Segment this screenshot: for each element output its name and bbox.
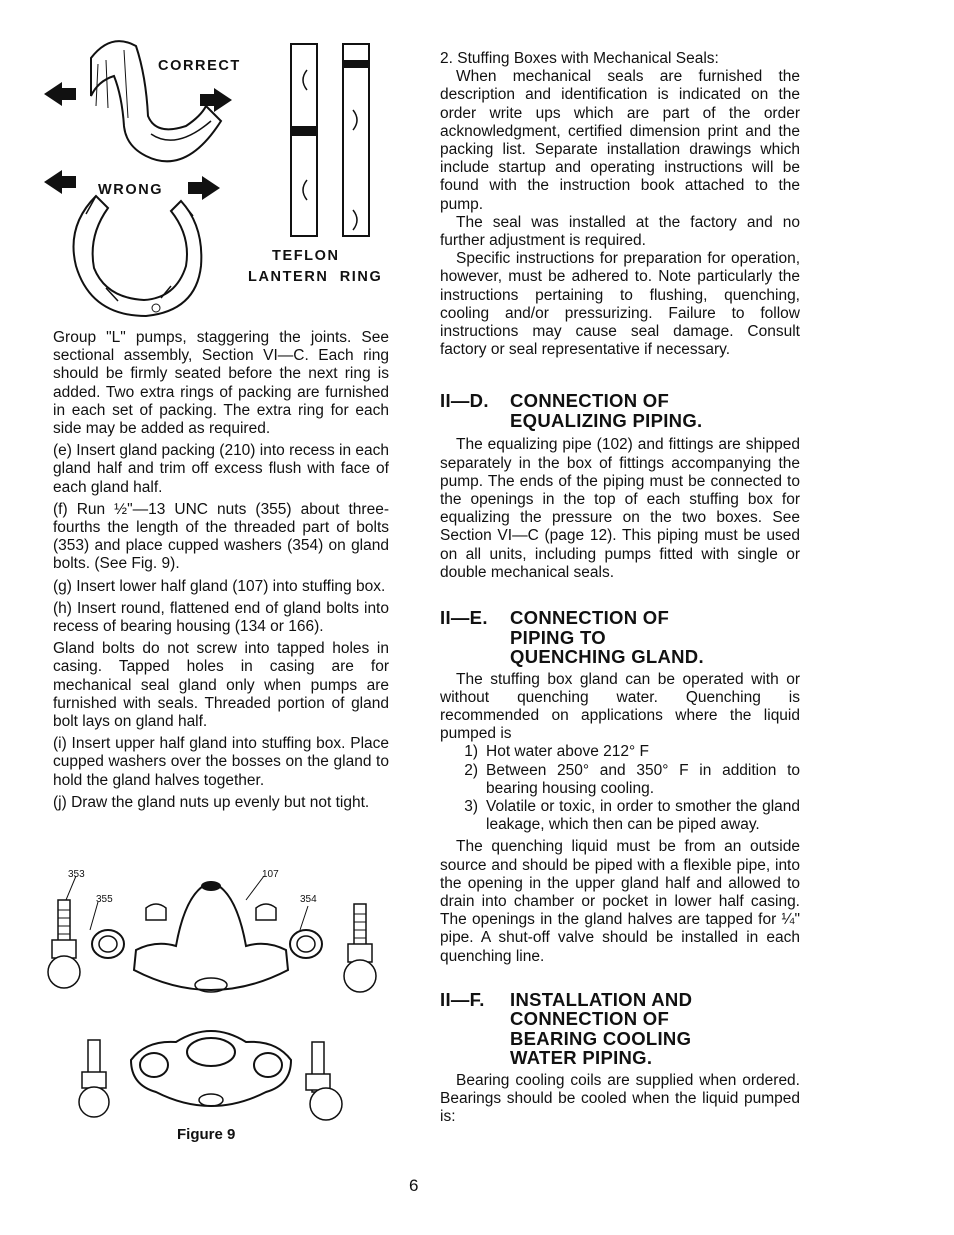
section-title-line: CONNECTION OF xyxy=(510,607,670,629)
list-item: 2) Between 250° and 350° F in addition to bearing housing cooling. xyxy=(464,761,800,797)
section-title-line: WATER PIPING. xyxy=(510,1047,653,1069)
part-label-353: 353 xyxy=(68,869,85,880)
paragraph: The quenching liquid must be from an outside source and should be piped with a flexible pipe, into the opening in the upper gland half and allowed to drain into chamber or pocket in lower half casing. The openings in the gland halves are tapped for ¼" pipe. A shut-off valve should be installed in each quenching line. xyxy=(440,838,800,965)
wrong-ring-drawing xyxy=(74,196,202,316)
section-title-line: CONNECTION OF xyxy=(510,390,670,412)
paragraph: Specific instructions for preparation for operation, however, must be adhered to. Note particularly the instructions pertaining to flushing, quenching, cooling and/or pressurizing. Failure to follow instructions may cause seal damage. Consult factory or seal representative if necessary. xyxy=(440,250,800,359)
paragraph: (i) Insert upper half gland into stuffing box. Place cupped washers over the bosses on the gland to hold the gland halves together. xyxy=(53,735,389,789)
arrow-left-icon xyxy=(44,170,76,194)
paragraph: When mechanical seals are furnished the description and identification is indicated on the order write ups which are part of the order acknowledgment, certified dimension print and the packing list. Separate installation drawings which include startup and operating instructions will be found with the instruction book attached to the pump. xyxy=(440,68,800,213)
paragraph: Bearing cooling coils are supplied when ordered. Bearings should be cooled when the liquid pumped is: xyxy=(440,1071,800,1126)
paragraph: (f) Run ½"—13 UNC nuts (355) about three-fourths the length of the threaded part of bolts (353) and place cupped washers (354) on gland bolts. (See Fig. 9). xyxy=(53,500,389,573)
arrow-right-icon xyxy=(188,176,220,200)
paragraph: (j) Draw the gland nuts up evenly but not tight. xyxy=(53,793,370,811)
paragraph: (g) Insert lower half gland (107) into stuffing box. xyxy=(53,577,386,595)
paragraph: Gland bolts do not screw into tapped holes in casing. Tapped holes in casing are for mechanical seal gland only when pumps are furnished with seals. Threaded portion of gland bolt lays on gland half. xyxy=(53,640,389,731)
figure9-drawing xyxy=(36,860,396,1150)
item-title: 2. Stuffing Boxes with Mechanical Seals: xyxy=(440,50,719,67)
part-label-354: 354 xyxy=(300,894,317,905)
correct-label: CORRECT xyxy=(158,58,241,74)
section-number: II—D. xyxy=(440,390,489,412)
paragraph: The seal was installed at the factory and no further adjustment is required. xyxy=(440,213,800,250)
part-label-107: 107 xyxy=(262,869,279,880)
teflon-label: TEFLON xyxy=(272,248,340,264)
part-label-355: 355 xyxy=(96,894,113,905)
paragraph: Group "L" pumps, staggering the joints. See sectional assembly, Section VI—C. Each ring should be firmly seated before the next ring is added. Two extra rings of packing are furnished in each set of packing. The extra ring for each side may be added as required. xyxy=(53,329,389,438)
paragraph: (h) Insert round, flattened end of gland bolts into recess of bearing housing (134 or 166). xyxy=(53,599,389,636)
left-column xyxy=(53,329,389,812)
section-title-line: BEARING COOLING xyxy=(510,1027,692,1049)
wrong-label: WRONG xyxy=(98,182,164,198)
paragraph: The equalizing pipe (102) and fittings are shipped separately in the box of fittings accompanying the pump. The ends of the piping must be connected to the openings in the top of each stuffing box for equalizing the pressure on the two boxes. See Section VI—C (page 12). This piping must be used on all units, including pumps fitted with single or double mechanical seals. xyxy=(440,436,800,581)
section-number: II—F. xyxy=(440,988,485,1010)
conditions-list xyxy=(440,743,800,834)
section-heading xyxy=(440,391,800,430)
section-title-line: PIPING TO xyxy=(510,626,606,648)
paragraph: (e) Insert gland packing (210) into recess in each gland half and trim off excess flush with face of each gland half. xyxy=(53,442,390,496)
section-number: II—E. xyxy=(440,607,488,629)
packing-ring-figure xyxy=(36,36,236,326)
bolt-icon xyxy=(306,1042,342,1120)
arrow-left-icon xyxy=(44,82,76,106)
bolt-icon xyxy=(344,904,376,992)
section-heading xyxy=(440,990,800,1068)
bolt-icon xyxy=(48,900,80,988)
figure-caption: Figure 9 xyxy=(177,1126,236,1143)
section-title-line: QUENCHING GLAND. xyxy=(510,646,704,668)
section-title-line: EQUALIZING PIPING. xyxy=(510,409,703,431)
section-title-line: CONNECTION OF xyxy=(510,1008,670,1030)
list-item: 3) Volatile or toxic, in order to smother the gland leakage, which then can be piped away. xyxy=(464,798,800,834)
page-number: 6 xyxy=(409,1176,419,1195)
right-column xyxy=(440,50,800,1126)
paragraph: The stuffing box gland can be operated with or without quenching water. Quenching is recommended on applications where the liquid pumped is xyxy=(440,670,800,743)
section-title-line: INSTALLATION AND xyxy=(510,988,693,1010)
bolt-icon xyxy=(79,1040,109,1117)
lantern-ring-label: LANTERN RING xyxy=(248,269,383,285)
list-item: 1) Hot water above 212° F xyxy=(464,743,650,761)
teflon-lantern-ring-figure xyxy=(285,40,375,240)
section-heading xyxy=(440,608,800,667)
